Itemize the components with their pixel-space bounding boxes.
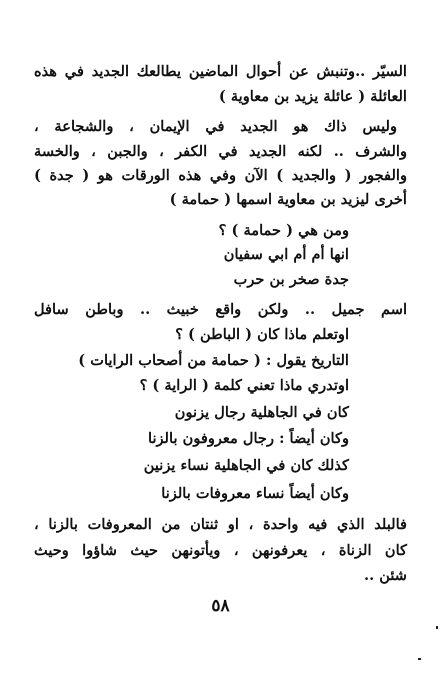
- text-line-10: اسم جميل .. ولكن واقع خبيث .. وباطن سافل: [34, 301, 407, 318]
- text-line-7: ومن هي ( حمامة ) ؟: [218, 222, 349, 239]
- text-line-2: العائلة ( عائلة يزيد بن معاوية ): [218, 88, 407, 105]
- text-line-11: اوتعلم ماذا كان ( الباطن ) ؟: [175, 326, 349, 343]
- text-line-1: السيّر ..وتنبش عن أحوال الماضين يطالعك الجديد في هذه: [34, 63, 407, 80]
- scan-speck: [418, 658, 421, 660]
- text-line-6: أخرى ليزيد بن معاوية اسمها ( حمامة ): [169, 191, 407, 208]
- text-line-12: التاريخ يقول : ( حمامة من أصحاب الرايات ): [78, 352, 349, 369]
- text-line-8: انها أم أم ابي سفيان: [223, 246, 349, 263]
- text-line-4: والشرف .. لكنه الجديد في الكفر ، والجبن ، والخسة: [34, 143, 407, 160]
- text-line-5: والفجور ( والجديد ) الآن وفي هذه الورقات هو ( جدة ): [34, 167, 407, 184]
- text-line-16: كذلك كان في الجاهلية نساء يزنين: [143, 457, 349, 474]
- text-line-13: اوتدري ماذا تعني كلمة ( الراية ) ؟: [139, 377, 349, 394]
- text-line-18: فالبلد الذي فيه واحدة ، او ثنتان من المعروفات بالزنا ،: [34, 516, 407, 533]
- text-line-15: وكان أيضاً : رجال معروفون بالزنا: [148, 430, 349, 447]
- text-line-20: شئن ..: [364, 567, 407, 584]
- text-line-19: كان الزناة ، يعرفونهن ، ويأتونهن حيث شاؤوا وحيث: [34, 542, 407, 559]
- text-line-9: جدة صخر بن حرب: [233, 271, 349, 288]
- page-number: ٥٨: [211, 596, 230, 616]
- text-line-14: كان في الجاهلية رجال يزنون: [174, 404, 349, 421]
- text-line-17: وكان أيضاً نساء معروفات بالزنا: [161, 485, 349, 502]
- scan-speck: [436, 626, 438, 629]
- text-line-3: وليس ذاك هو الجديد في الإيمان ، والشجاعة ،: [34, 118, 397, 135]
